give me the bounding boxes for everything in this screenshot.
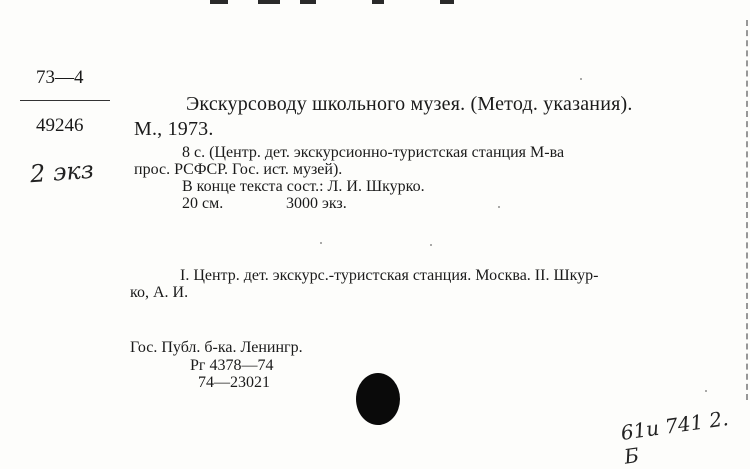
speck — [320, 242, 322, 244]
card-title: Экскурсоводу школьного музея. (Метод. указания). — [186, 93, 633, 115]
description-line-1: 8 с. (Центр. дет. экскурсионно-туристская станция М-ва — [182, 144, 565, 161]
description-line-2: прос. РСФСР. Гос. ист. музей). — [134, 161, 343, 178]
card-imprint: М., 1973. — [134, 118, 214, 140]
library-accession-number: 74—23021 — [198, 374, 270, 391]
call-number-top: 73—4 — [36, 67, 84, 88]
library-reg-number: Рг 4378—74 — [190, 357, 274, 374]
description-line-3: В конце текста сост.: Л. И. Шкурко. — [182, 178, 425, 195]
handwritten-bottom-note: 61и 741 2. Б — [619, 406, 730, 469]
top-edge-marks — [0, 0, 750, 8]
card-right-edge — [740, 20, 748, 400]
call-number-rule — [20, 100, 110, 101]
speck — [498, 206, 500, 208]
tracing-line-1: I. Центр. дет. экскурс.-туристская станция. Москва. II. Шкур- — [180, 267, 599, 284]
handwritten-copies-note: 2 экз — [29, 155, 95, 189]
call-number-bottom: 49246 — [36, 115, 84, 136]
copies-statement: 3000 экз. — [286, 195, 347, 212]
speck — [705, 390, 707, 392]
speck — [580, 78, 582, 80]
size-statement: 20 см. — [182, 195, 224, 212]
speck — [430, 244, 432, 246]
tracing-line-2: ко, А. И. — [130, 284, 189, 301]
punch-hole — [356, 373, 400, 425]
library-name: Гос. Публ. б-ка. Ленингр. — [130, 339, 303, 356]
